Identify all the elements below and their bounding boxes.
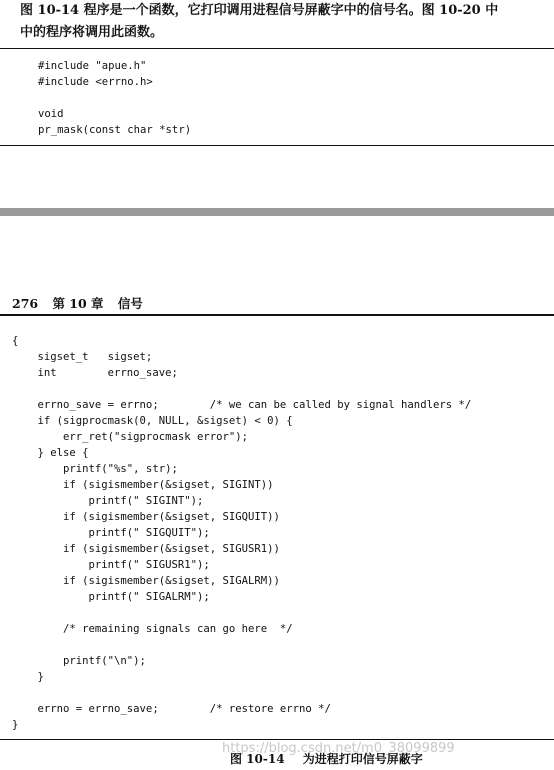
code-body-line: } (12, 719, 19, 731)
running-head (12, 294, 153, 312)
code-body-line: if (sigismember(&sigset, SIGALRM)) (12, 575, 280, 587)
code-body-line (12, 637, 471, 653)
code-body-line: } else { (12, 447, 89, 459)
code-body-line: if (sigprocmask(0, NULL, &sigset) < 0) { (12, 415, 293, 427)
code-body-line: if (sigismember(&sigset, SIGUSR1)) (12, 543, 280, 555)
code-body-line: { (12, 335, 19, 347)
figure-label: 图 10-14 (230, 752, 285, 766)
page-number: 276 (12, 296, 39, 311)
listing-end-rule (0, 145, 554, 146)
code-body-line: errno = errno_save; /* restore errno */ (12, 703, 331, 715)
code-body-line: /* remaining signals can go here */ (12, 623, 293, 635)
code-body-line: printf(" SIGINT"); (12, 495, 204, 507)
code-body-line: printf(" SIGQUIT"); (12, 527, 210, 539)
intro-paragraph (20, 0, 552, 44)
code-end-rule (0, 739, 554, 740)
code-body-line (12, 605, 471, 621)
running-head-rule (0, 314, 554, 316)
intro-line-1: 图 10-14 程序是一个函数，它打印调用进程信号屏蔽字中的信号名。图 10-20 中 (20, 3, 499, 18)
code-body-line: errno_save = errno; /* we can be called by signal handlers */ (12, 399, 472, 411)
code-body-line: printf("%s", str); (12, 463, 178, 475)
code-body-line (12, 381, 471, 397)
figure-title: 为进程打印信号屏蔽字 (302, 752, 423, 766)
code-body-line: err_ret("sigprocmask error"); (12, 431, 248, 443)
code-body-line: printf(" SIGALRM"); (12, 591, 210, 603)
code-body-line: printf(" SIGUSR1"); (12, 559, 210, 571)
code-body-line: printf("\n"); (12, 655, 146, 667)
code-body-line: if (sigismember(&sigset, SIGQUIT)) (12, 511, 280, 523)
chapter-label: 第 10 章 (52, 296, 104, 311)
chapter-title: 信号 (117, 296, 143, 311)
code-body-line: if (sigismember(&sigset, SIGINT)) (12, 479, 274, 491)
code-listing-body (12, 333, 471, 733)
figure-caption (230, 750, 437, 767)
code-top-line (38, 90, 191, 106)
code-body-line: sigset_t sigset; (12, 351, 153, 363)
code-body-line (12, 685, 471, 701)
code-top-line: #include <errno.h> (38, 76, 153, 88)
code-top-line: void (38, 108, 64, 120)
watermark: https://blog.csdn.net/m0_38099899 (222, 741, 455, 756)
intro-line-2: 中的程序将调用此函数。 (20, 25, 164, 40)
code-listing-header (38, 58, 191, 138)
page-break-band (0, 208, 554, 216)
code-top-line: pr_mask(const char *str) (38, 124, 192, 136)
top-rule (0, 48, 554, 49)
code-body-line: } (12, 671, 44, 683)
code-top-line: #include "apue.h" (38, 60, 147, 72)
code-body-line: int errno_save; (12, 367, 178, 379)
